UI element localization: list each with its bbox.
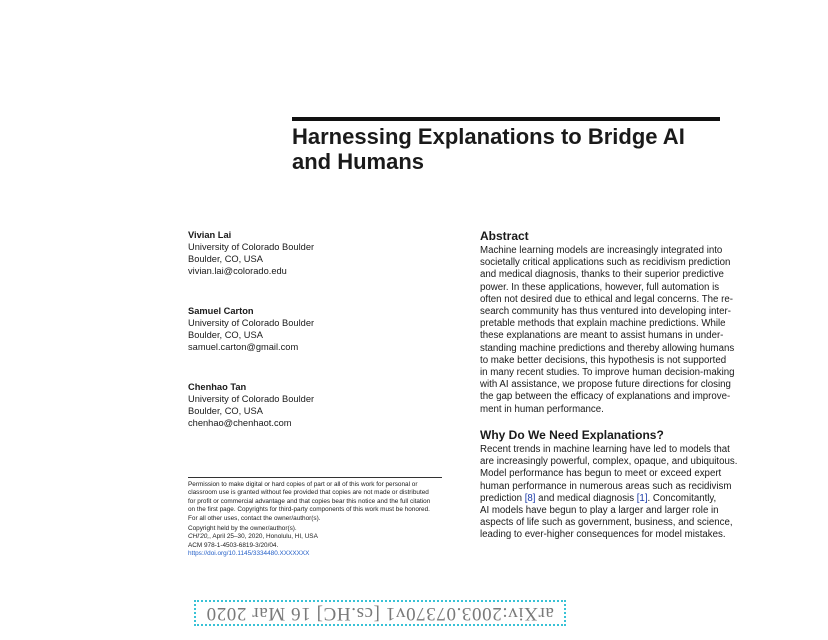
abstract-line: pretable methods that explain machine predictions. While <box>480 318 726 330</box>
footnote-rule <box>188 477 442 478</box>
author-email: vivian.lai@colorado.edu <box>188 266 287 276</box>
title-line-2: and Humans <box>292 149 425 174</box>
abstract-line: and medical diagnosis, thanks to their superior predictive <box>480 269 724 281</box>
author-location: Boulder, CO, USA <box>188 406 263 416</box>
permission-line: on the first page. Copyrights for third-party components of this work must be honored. <box>188 506 430 514</box>
section-heading: Why Do We Need Explanations? <box>480 428 664 442</box>
abstract-line: often not desired due to ethical and legal concerns. The re- <box>480 293 733 305</box>
conference-name: CHI'20, <box>188 533 210 541</box>
abstract-line: search community has thus ventured into developing inter- <box>480 306 731 318</box>
section-line: aspects of life such as government, business, and science, <box>480 517 733 529</box>
citation-link-8[interactable]: [8] <box>524 492 536 504</box>
abstract-line: to make better decisions, this hypothesis is not supported <box>480 354 727 366</box>
abstract-line: with AI assistance, we propose future directions for closing <box>480 379 731 391</box>
paper-title <box>292 124 732 174</box>
abstract-heading: Abstract <box>480 229 529 243</box>
text-fragment: and medical diagnosis <box>535 492 637 504</box>
section-body <box>480 444 742 542</box>
permission-line: for profit or commercial advantage and that copies bear this notice and the full citation <box>188 497 431 505</box>
abstract-line: Machine learning models are increasingly integrated into <box>480 245 723 256</box>
abstract-line: standing machine predictions and thereby allowing humans <box>480 342 735 354</box>
author-block-3 <box>188 381 428 429</box>
copyright-notice <box>188 525 458 559</box>
isbn-line: ACM 978-1-4503-6819-3/20/04. <box>188 541 279 549</box>
abstract-line: power. In these applications, however, full automation is <box>480 281 720 293</box>
author-location: Boulder, CO, USA <box>188 330 263 340</box>
abstract-body <box>480 245 742 416</box>
section-line: AI models have begun to play a larger and larger role in <box>480 505 719 517</box>
why-explanations-section <box>480 428 742 542</box>
title-rule <box>292 117 720 121</box>
conference-details: , April 25–30, 2020, Honolulu, HI, USA <box>209 533 318 541</box>
arxiv-identifier: arXiv:2003.07370v1 [cs.HC] 16 Mar 2020 <box>206 603 554 624</box>
abstract-line: the gap between the efficacy of explanations and improve- <box>480 391 731 403</box>
author-affiliation: University of Colorado Boulder <box>188 394 315 404</box>
text-fragment: prediction <box>480 492 525 504</box>
arxiv-stamp[interactable] <box>194 600 566 626</box>
abstract-section <box>480 229 742 416</box>
copyright-line: Copyright held by the owner/author(s). <box>188 525 297 532</box>
author-email: samuel.carton@gmail.com <box>188 342 299 352</box>
author-name: Chenhao Tan <box>188 382 247 392</box>
doi-link[interactable]: https://doi.org/10.1145/3334480.XXXXXXX <box>188 550 310 558</box>
section-line: Recent trends in machine learning have led to models that <box>480 444 730 455</box>
author-name: Samuel Carton <box>188 306 254 316</box>
title-line-1: Harnessing Explanations to Bridge AI <box>292 124 685 149</box>
text-fragment: . Concomitantly, <box>647 492 717 504</box>
abstract-line: ment in human performance. <box>480 403 604 415</box>
author-affiliation: University of Colorado Boulder <box>188 318 315 328</box>
permission-line: For all other uses, contact the owner/author(s). <box>188 514 321 522</box>
section-line: are increasingly powerful, complex, opaque, and ubiquitous. <box>480 456 738 468</box>
conference-line <box>188 533 458 541</box>
author-name: Vivian Lai <box>188 230 232 240</box>
section-line: human performance in numerous areas such as recidivism <box>480 480 732 492</box>
permission-line: classroom use is granted without fee provided that copies are not made or distributed <box>188 489 429 497</box>
citation-link-1[interactable]: [1] <box>636 492 648 504</box>
permission-line: Permission to make digital or hard copies of part or all of this work for personal or <box>188 481 418 488</box>
author-location: Boulder, CO, USA <box>188 254 263 264</box>
abstract-line: societally critical applications such as recidivism prediction <box>480 257 731 269</box>
section-line-with-citations <box>480 493 742 505</box>
section-line: Model performance has begun to meet or exceed expert <box>480 468 722 480</box>
abstract-line: in many recent studies. To improve human decision-making <box>480 367 735 379</box>
author-email: chenhao@chenhaot.com <box>188 418 292 428</box>
permission-notice <box>188 481 458 523</box>
author-block-1 <box>188 229 428 277</box>
abstract-line: these explanations are meant to assist humans in under- <box>480 330 724 342</box>
author-block-2 <box>188 305 428 353</box>
author-affiliation: University of Colorado Boulder <box>188 242 315 252</box>
section-line: leading to ever-higher consequences for model mistakes. <box>480 529 726 541</box>
